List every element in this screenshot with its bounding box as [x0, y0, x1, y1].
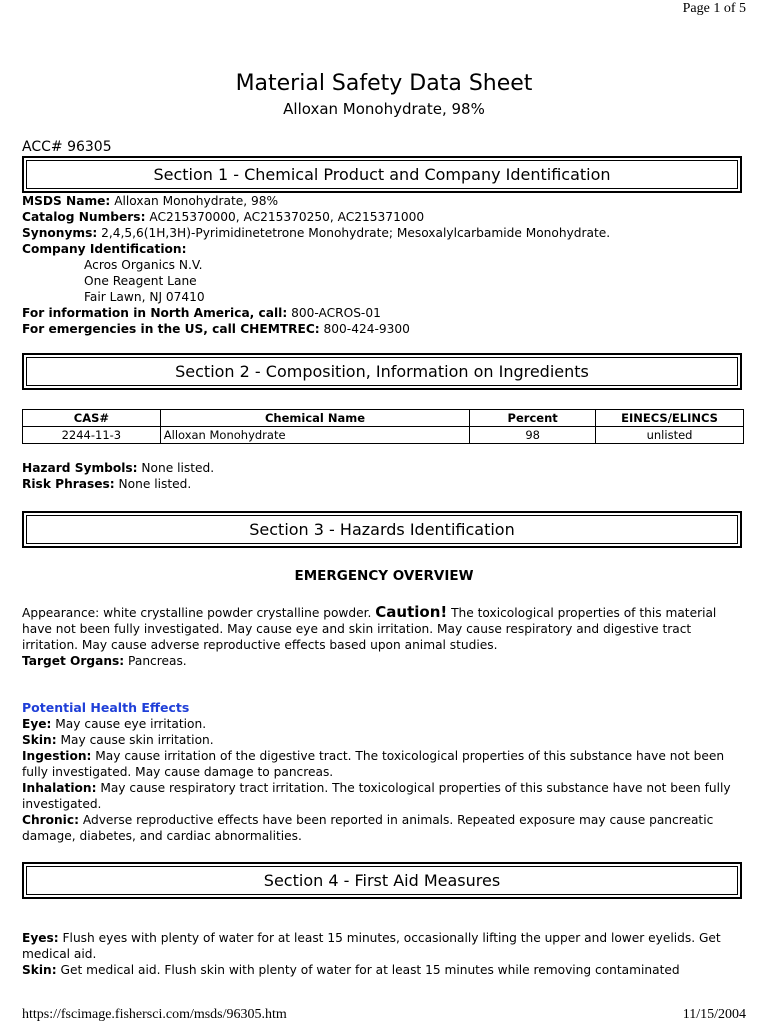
- value: May cause irritation of the digestive tract. The toxicological properties of this substance have not been fully investigated. May cause damage to pancreas.: [22, 749, 725, 779]
- composition-table: [22, 409, 744, 444]
- company-line: One Reagent Lane: [84, 274, 197, 288]
- label: Risk Phrases:: [22, 477, 115, 491]
- emergency-call-line: [22, 321, 744, 337]
- first-aid-skin-line: [22, 962, 744, 978]
- section-4-body: [22, 930, 744, 978]
- value: Pancreas.: [128, 654, 187, 668]
- ingestion-line: [22, 748, 744, 780]
- overview-text: The toxicological properties of this material have not been fully investigated. May cause eye and skin irritation. May cause respiratory and digestive tract irritation. May cause adverse reproductive effects based upon animal studies.: [22, 606, 717, 652]
- section-1-title: Section 1 - Chemical Product and Company Identification: [26, 160, 738, 189]
- catalog-line: [22, 209, 744, 225]
- section-4-header: [22, 862, 742, 899]
- na-call-line: [22, 305, 744, 321]
- table-header-row: [23, 410, 744, 427]
- page-number: Page 1 of 5: [682, 1, 746, 16]
- value: May cause eye irritation.: [55, 717, 207, 731]
- label: Eye:: [22, 717, 52, 731]
- footer-url[interactable]: https://fscimage.fishersci.com/msds/96305.htm: [22, 1007, 287, 1022]
- value: May cause skin irritation.: [60, 733, 214, 747]
- inhalation-line: [22, 780, 744, 812]
- target-organs-line: [22, 653, 744, 669]
- table-cell: unlisted: [596, 427, 744, 444]
- value: Get medical aid. Flush skin with plenty of water for at least 15 minutes while removing contaminated: [60, 963, 680, 977]
- value: None listed.: [141, 461, 215, 475]
- table-cell: 2244-11-3: [23, 427, 161, 444]
- synonyms-line: [22, 225, 744, 241]
- value: Alloxan Monohydrate, 98%: [114, 194, 279, 208]
- company-label: [22, 241, 744, 257]
- column-header: CAS#: [23, 410, 161, 427]
- label: Ingestion:: [22, 749, 92, 763]
- footer-date: 11/15/2004: [682, 1007, 746, 1022]
- label: Company Identification:: [22, 242, 187, 256]
- chronic-line: [22, 812, 744, 844]
- value: 800-424-9300: [323, 322, 410, 336]
- label: Synonyms:: [22, 226, 98, 240]
- label: Inhalation:: [22, 781, 97, 795]
- msds-name-line: [22, 193, 744, 209]
- section-1-header: [22, 156, 742, 193]
- eye-line: [22, 716, 744, 732]
- value: May cause respiratory tract irritation. The toxicological properties of this substance have not been fully investigated.: [22, 781, 731, 811]
- label: MSDS Name:: [22, 194, 111, 208]
- value: None listed.: [118, 477, 192, 491]
- document-title: Material Safety Data Sheet: [235, 71, 533, 96]
- section-1-body: [22, 193, 744, 337]
- emergency-overview-body: [22, 604, 744, 669]
- label: Skin:: [22, 963, 57, 977]
- potential-health-effects-heading: Potential Health Effects: [22, 700, 190, 715]
- section-2-title: Section 2 - Composition, Information on Ingredients: [26, 357, 738, 386]
- caution-text: Caution!: [375, 603, 448, 621]
- value: 2,4,5,6(1H,3H)-Pyrimidinetetrone Monohydrate; Mesoxalylcarbamide Monohydrate.: [101, 226, 611, 240]
- table-cell: Alloxan Monohydrate: [160, 427, 469, 444]
- label: Skin:: [22, 733, 57, 747]
- acc-number: ACC# 96305: [22, 139, 112, 155]
- table-cell: 98: [470, 427, 596, 444]
- label: For information in North America, call:: [22, 306, 288, 320]
- section-2-body: [22, 460, 744, 492]
- document-subtitle: Alloxan Monohydrate, 98%: [283, 100, 485, 118]
- label: Eyes:: [22, 931, 59, 945]
- label: Hazard Symbols:: [22, 461, 138, 475]
- section-3-header: [22, 511, 742, 548]
- first-aid-eyes-line: [22, 930, 744, 962]
- label: Catalog Numbers:: [22, 210, 146, 224]
- company-line: Fair Lawn, NJ 07410: [84, 290, 205, 304]
- hazard-line: [22, 460, 744, 476]
- emergency-overview-heading: EMERGENCY OVERVIEW: [294, 568, 474, 584]
- appearance-text: Appearance: white crystalline powder crystalline powder.: [22, 606, 372, 620]
- section-3-title: Section 3 - Hazards Identification: [26, 515, 738, 544]
- value: Flush eyes with plenty of water for at least 15 minutes, occasionally lifting the upper and lower eyelids. Get medical aid.: [22, 931, 721, 961]
- label: For emergencies in the US, call CHEMTREC:: [22, 322, 320, 336]
- section-2-header: [22, 353, 742, 390]
- overview-paragraph: [22, 604, 744, 653]
- section-4-title: Section 4 - First Aid Measures: [26, 866, 738, 895]
- column-header: Chemical Name: [160, 410, 469, 427]
- health-effects-body: [22, 716, 744, 844]
- table-row: [23, 427, 744, 444]
- value: AC215370000, AC215370250, AC215371000: [149, 210, 425, 224]
- skin-line: [22, 732, 744, 748]
- column-header: Percent: [470, 410, 596, 427]
- label: Target Organs:: [22, 654, 125, 668]
- label: Chronic:: [22, 813, 79, 827]
- company-line: Acros Organics N.V.: [84, 258, 203, 272]
- value: Adverse reproductive effects have been reported in animals. Repeated exposure may cause pancreatic damage, diabetes, and cardiac abnormalities.: [22, 813, 714, 843]
- value: 800-ACROS-01: [291, 306, 381, 320]
- column-header: EINECS/ELINCS: [596, 410, 744, 427]
- risk-line: [22, 476, 744, 492]
